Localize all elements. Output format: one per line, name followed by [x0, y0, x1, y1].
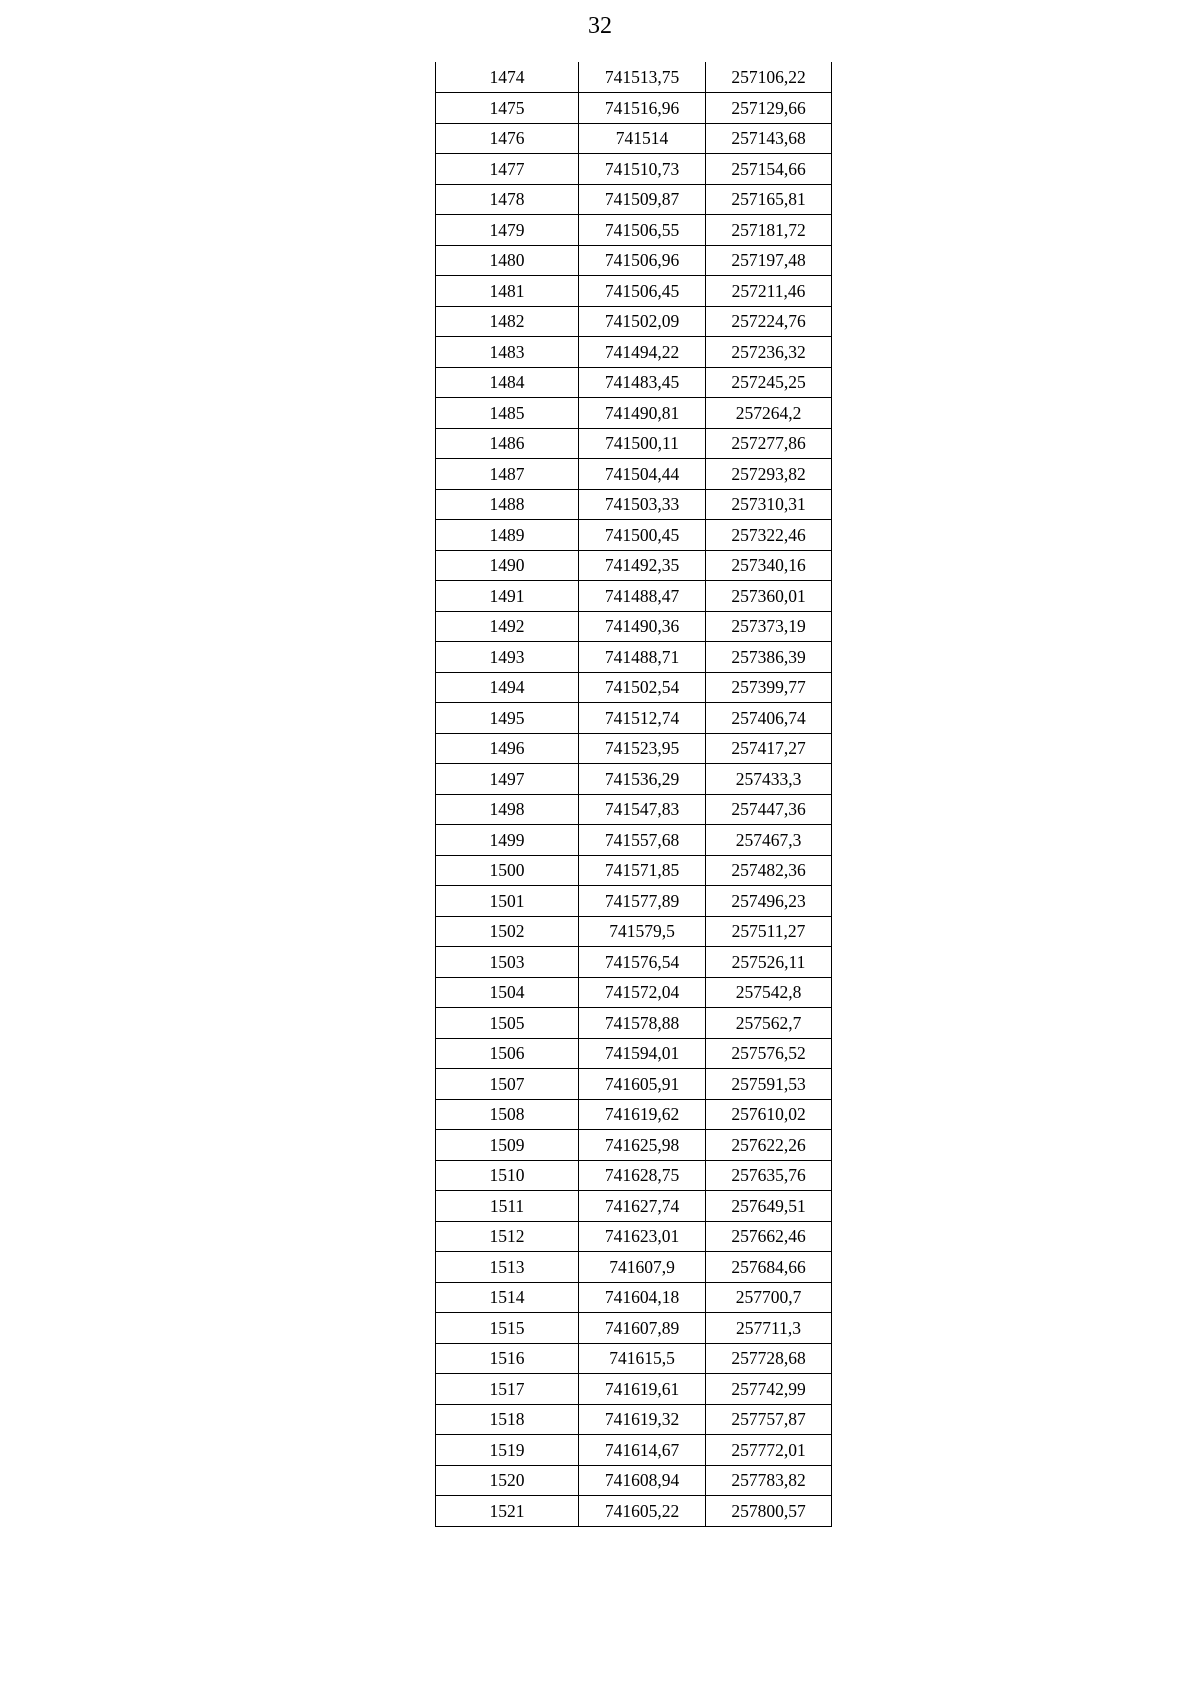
point-number-cell: 1489 [436, 520, 579, 551]
x-coordinate-cell: 741572,04 [579, 977, 706, 1008]
table-row [436, 520, 832, 551]
y-coordinate-cell: 257728,68 [706, 1343, 832, 1374]
x-coordinate-cell: 741604,18 [579, 1282, 706, 1313]
point-number-cell: 1501 [436, 886, 579, 917]
y-coordinate-cell: 257576,52 [706, 1038, 832, 1069]
x-coordinate-cell: 741579,5 [579, 916, 706, 947]
point-number-cell: 1518 [436, 1404, 579, 1435]
y-coordinate-cell: 257783,82 [706, 1465, 832, 1496]
table-row [436, 916, 832, 947]
table-row [436, 306, 832, 337]
table-row [436, 245, 832, 276]
y-coordinate-cell: 257610,02 [706, 1099, 832, 1130]
table-row [436, 733, 832, 764]
y-coordinate-cell: 257236,32 [706, 337, 832, 368]
table-row [436, 1038, 832, 1069]
x-coordinate-cell: 741506,55 [579, 215, 706, 246]
table-row [436, 1313, 832, 1344]
x-coordinate-cell: 741614,67 [579, 1435, 706, 1466]
point-number-cell: 1521 [436, 1496, 579, 1527]
point-number-cell: 1516 [436, 1343, 579, 1374]
y-coordinate-cell: 257772,01 [706, 1435, 832, 1466]
y-coordinate-cell: 257562,7 [706, 1008, 832, 1039]
x-coordinate-cell: 741503,33 [579, 489, 706, 520]
coordinates-table-body [436, 62, 832, 1526]
y-coordinate-cell: 257417,27 [706, 733, 832, 764]
y-coordinate-cell: 257340,16 [706, 550, 832, 581]
point-number-cell: 1495 [436, 703, 579, 734]
x-coordinate-cell: 741578,88 [579, 1008, 706, 1039]
table-row [436, 1343, 832, 1374]
table-row [436, 672, 832, 703]
point-number-cell: 1503 [436, 947, 579, 978]
y-coordinate-cell: 257129,66 [706, 93, 832, 124]
x-coordinate-cell: 741509,87 [579, 184, 706, 215]
point-number-cell: 1505 [436, 1008, 579, 1039]
point-number-cell: 1477 [436, 154, 579, 185]
x-coordinate-cell: 741536,29 [579, 764, 706, 795]
table-row [436, 1282, 832, 1313]
point-number-cell: 1490 [436, 550, 579, 581]
y-coordinate-cell: 257700,7 [706, 1282, 832, 1313]
y-coordinate-cell: 257245,25 [706, 367, 832, 398]
point-number-cell: 1494 [436, 672, 579, 703]
y-coordinate-cell: 257482,36 [706, 855, 832, 886]
table-row [436, 184, 832, 215]
x-coordinate-cell: 741623,01 [579, 1221, 706, 1252]
y-coordinate-cell: 257496,23 [706, 886, 832, 917]
table-row [436, 62, 832, 93]
y-coordinate-cell: 257106,22 [706, 62, 832, 93]
x-coordinate-cell: 741615,5 [579, 1343, 706, 1374]
table-row [436, 642, 832, 673]
point-number-cell: 1512 [436, 1221, 579, 1252]
y-coordinate-cell: 257211,46 [706, 276, 832, 307]
x-coordinate-cell: 741490,81 [579, 398, 706, 429]
y-coordinate-cell: 257293,82 [706, 459, 832, 490]
table-row [436, 1069, 832, 1100]
point-number-cell: 1479 [436, 215, 579, 246]
point-number-cell: 1492 [436, 611, 579, 642]
table-row [436, 977, 832, 1008]
point-number-cell: 1508 [436, 1099, 579, 1130]
point-number-cell: 1510 [436, 1160, 579, 1191]
point-number-cell: 1498 [436, 794, 579, 825]
x-coordinate-cell: 741500,11 [579, 428, 706, 459]
point-number-cell: 1480 [436, 245, 579, 276]
point-number-cell: 1496 [436, 733, 579, 764]
point-number-cell: 1506 [436, 1038, 579, 1069]
y-coordinate-cell: 257143,68 [706, 123, 832, 154]
table-row [436, 1496, 832, 1527]
table-row [436, 367, 832, 398]
point-number-cell: 1487 [436, 459, 579, 490]
table-row [436, 1130, 832, 1161]
x-coordinate-cell: 741619,62 [579, 1099, 706, 1130]
table-row [436, 825, 832, 856]
table-row [436, 1404, 832, 1435]
y-coordinate-cell: 257662,46 [706, 1221, 832, 1252]
y-coordinate-cell: 257742,99 [706, 1374, 832, 1405]
point-number-cell: 1513 [436, 1252, 579, 1283]
table-row [436, 1374, 832, 1405]
y-coordinate-cell: 257433,3 [706, 764, 832, 795]
table-row [436, 550, 832, 581]
x-coordinate-cell: 741628,75 [579, 1160, 706, 1191]
point-number-cell: 1500 [436, 855, 579, 886]
x-coordinate-cell: 741625,98 [579, 1130, 706, 1161]
x-coordinate-cell: 741516,96 [579, 93, 706, 124]
x-coordinate-cell: 741488,47 [579, 581, 706, 612]
x-coordinate-cell: 741594,01 [579, 1038, 706, 1069]
x-coordinate-cell: 741500,45 [579, 520, 706, 551]
x-coordinate-cell: 741619,61 [579, 1374, 706, 1405]
point-number-cell: 1514 [436, 1282, 579, 1313]
x-coordinate-cell: 741607,9 [579, 1252, 706, 1283]
x-coordinate-cell: 741513,75 [579, 62, 706, 93]
table-row [436, 703, 832, 734]
x-coordinate-cell: 741571,85 [579, 855, 706, 886]
x-coordinate-cell: 741502,09 [579, 306, 706, 337]
y-coordinate-cell: 257622,26 [706, 1130, 832, 1161]
x-coordinate-cell: 741510,73 [579, 154, 706, 185]
y-coordinate-cell: 257800,57 [706, 1496, 832, 1527]
x-coordinate-cell: 741627,74 [579, 1191, 706, 1222]
point-number-cell: 1509 [436, 1130, 579, 1161]
y-coordinate-cell: 257447,36 [706, 794, 832, 825]
table-row [436, 154, 832, 185]
y-coordinate-cell: 257399,77 [706, 672, 832, 703]
x-coordinate-cell: 741512,74 [579, 703, 706, 734]
x-coordinate-cell: 741494,22 [579, 337, 706, 368]
x-coordinate-cell: 741619,32 [579, 1404, 706, 1435]
x-coordinate-cell: 741577,89 [579, 886, 706, 917]
y-coordinate-cell: 257386,39 [706, 642, 832, 673]
point-number-cell: 1481 [436, 276, 579, 307]
table-row [436, 1221, 832, 1252]
y-coordinate-cell: 257757,87 [706, 1404, 832, 1435]
point-number-cell: 1507 [436, 1069, 579, 1100]
x-coordinate-cell: 741523,95 [579, 733, 706, 764]
point-number-cell: 1474 [436, 62, 579, 93]
y-coordinate-cell: 257542,8 [706, 977, 832, 1008]
y-coordinate-cell: 257684,66 [706, 1252, 832, 1283]
point-number-cell: 1499 [436, 825, 579, 856]
x-coordinate-cell: 741483,45 [579, 367, 706, 398]
x-coordinate-cell: 741605,22 [579, 1496, 706, 1527]
y-coordinate-cell: 257165,81 [706, 184, 832, 215]
y-coordinate-cell: 257322,46 [706, 520, 832, 551]
x-coordinate-cell: 741502,54 [579, 672, 706, 703]
x-coordinate-cell: 741490,36 [579, 611, 706, 642]
point-number-cell: 1520 [436, 1465, 579, 1496]
point-number-cell: 1511 [436, 1191, 579, 1222]
x-coordinate-cell: 741506,45 [579, 276, 706, 307]
point-number-cell: 1475 [436, 93, 579, 124]
table-row [436, 489, 832, 520]
x-coordinate-cell: 741608,94 [579, 1465, 706, 1496]
y-coordinate-cell: 257635,76 [706, 1160, 832, 1191]
table-row [436, 1435, 832, 1466]
y-coordinate-cell: 257406,74 [706, 703, 832, 734]
y-coordinate-cell: 257181,72 [706, 215, 832, 246]
y-coordinate-cell: 257264,2 [706, 398, 832, 429]
point-number-cell: 1476 [436, 123, 579, 154]
point-number-cell: 1485 [436, 398, 579, 429]
point-number-cell: 1491 [436, 581, 579, 612]
point-number-cell: 1497 [436, 764, 579, 795]
point-number-cell: 1483 [436, 337, 579, 368]
table-row [436, 581, 832, 612]
point-number-cell: 1502 [436, 916, 579, 947]
y-coordinate-cell: 257649,51 [706, 1191, 832, 1222]
x-coordinate-cell: 741506,96 [579, 245, 706, 276]
x-coordinate-cell: 741547,83 [579, 794, 706, 825]
y-coordinate-cell: 257526,11 [706, 947, 832, 978]
y-coordinate-cell: 257277,86 [706, 428, 832, 459]
table-row [436, 123, 832, 154]
x-coordinate-cell: 741488,71 [579, 642, 706, 673]
table-row [436, 1008, 832, 1039]
table-row [436, 855, 832, 886]
table-row [436, 276, 832, 307]
x-coordinate-cell: 741504,44 [579, 459, 706, 490]
table-row [436, 1252, 832, 1283]
y-coordinate-cell: 257197,48 [706, 245, 832, 276]
point-number-cell: 1504 [436, 977, 579, 1008]
table-row [436, 398, 832, 429]
x-coordinate-cell: 741557,68 [579, 825, 706, 856]
table-row [436, 947, 832, 978]
y-coordinate-cell: 257711,3 [706, 1313, 832, 1344]
y-coordinate-cell: 257511,27 [706, 916, 832, 947]
table-row [436, 337, 832, 368]
table-row [436, 764, 832, 795]
point-number-cell: 1486 [436, 428, 579, 459]
table-row [436, 1160, 832, 1191]
table-row [436, 215, 832, 246]
y-coordinate-cell: 257310,31 [706, 489, 832, 520]
y-coordinate-cell: 257154,66 [706, 154, 832, 185]
point-number-cell: 1519 [436, 1435, 579, 1466]
page-number: 32 [588, 13, 612, 39]
point-number-cell: 1515 [436, 1313, 579, 1344]
x-coordinate-cell: 741607,89 [579, 1313, 706, 1344]
table-row [436, 93, 832, 124]
table-row [436, 1099, 832, 1130]
point-number-cell: 1517 [436, 1374, 579, 1405]
x-coordinate-cell: 741492,35 [579, 550, 706, 581]
table-row [436, 611, 832, 642]
x-coordinate-cell: 741514 [579, 123, 706, 154]
coordinates-table [435, 62, 832, 1527]
point-number-cell: 1488 [436, 489, 579, 520]
point-number-cell: 1482 [436, 306, 579, 337]
point-number-cell: 1478 [436, 184, 579, 215]
table-row [436, 1465, 832, 1496]
y-coordinate-cell: 257224,76 [706, 306, 832, 337]
point-number-cell: 1493 [436, 642, 579, 673]
table-row [436, 459, 832, 490]
table-row [436, 428, 832, 459]
y-coordinate-cell: 257373,19 [706, 611, 832, 642]
point-number-cell: 1484 [436, 367, 579, 398]
table-row [436, 886, 832, 917]
table-row [436, 794, 832, 825]
y-coordinate-cell: 257360,01 [706, 581, 832, 612]
x-coordinate-cell: 741605,91 [579, 1069, 706, 1100]
y-coordinate-cell: 257591,53 [706, 1069, 832, 1100]
table-row [436, 1191, 832, 1222]
y-coordinate-cell: 257467,3 [706, 825, 832, 856]
x-coordinate-cell: 741576,54 [579, 947, 706, 978]
